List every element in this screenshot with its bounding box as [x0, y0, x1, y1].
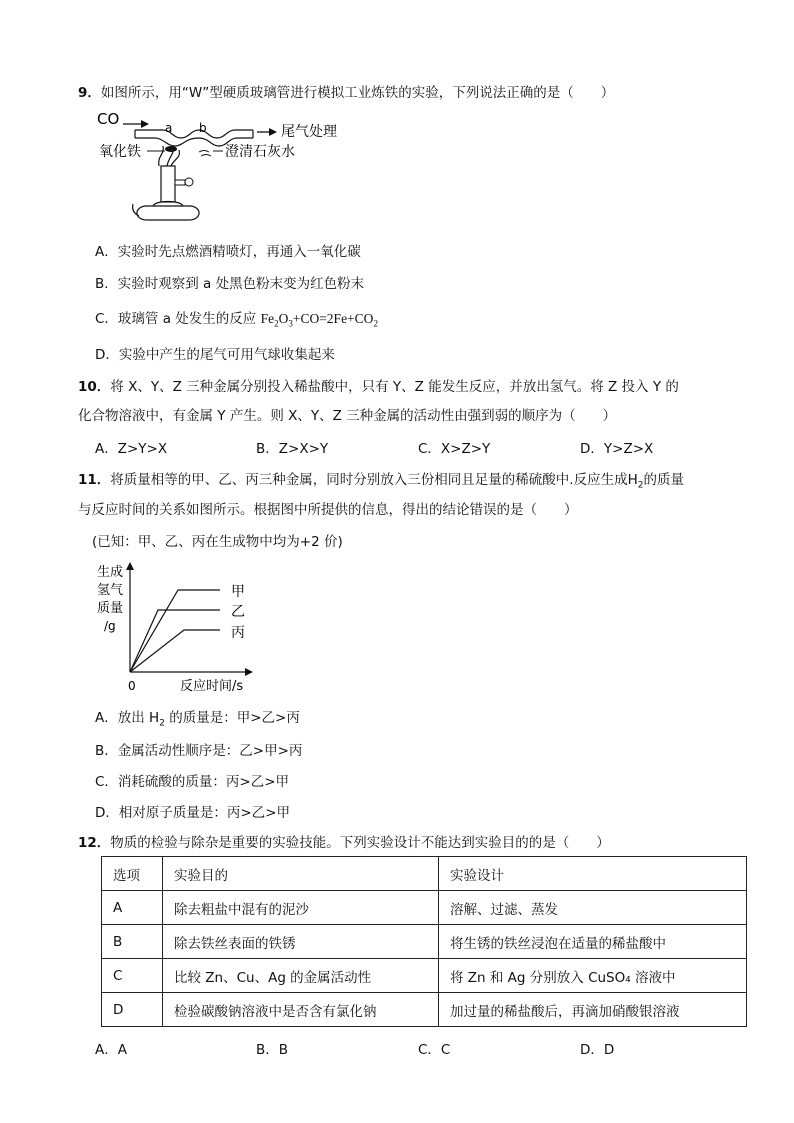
point-a-label: a	[165, 121, 173, 135]
hydrogen-mass-time-chart	[92, 560, 262, 695]
table-cell: 将 Zn 和 Ag 分别放入 CuSO₄ 溶液中	[439, 959, 747, 993]
q12-option-a[interactable]: A．A	[95, 1042, 127, 1058]
q9-option-c[interactable]	[95, 307, 378, 329]
table-cell: D	[102, 993, 163, 1027]
point-b-label: b	[199, 121, 207, 135]
q9-option-c-formula: $Fe_2O_3+CO=2Fe+CO_2$	[260, 311, 378, 329]
q9-option-d[interactable]: D．实验中产生的尾气可用气球收集起来	[95, 347, 335, 363]
alcohol-blowtorch	[161, 166, 175, 202]
series-label-jia: 甲	[231, 584, 245, 600]
q10-stem-line2: 化合物溶液中，有金属 Y 产生。则 X、Y、Z 三种金属的活动性由强到弱的顺序为（ ）	[78, 408, 617, 424]
w-tube-apparatus-figure	[95, 108, 355, 230]
table-row	[102, 925, 747, 959]
table-header-cell: 实验目的	[163, 857, 439, 891]
q11-option-a[interactable]: A．放出 $H_2$ 的质量是：甲>乙>丙	[95, 710, 300, 729]
q10-option-d[interactable]: D．Y>Z>X	[580, 441, 654, 457]
q10-stem-line1	[78, 375, 679, 395]
q11-number: 11．	[78, 472, 111, 488]
q10-option-a[interactable]: A．Z>Y>X	[95, 441, 168, 457]
q12-stem: 12．物质的检验与除杂是重要的实验技能。下列实验设计不能达到实验目的的是（ ）	[78, 835, 610, 851]
table-header-row	[102, 857, 747, 891]
q9-stem-text: 如图所示，用“W”型硬质玻璃管进行模拟工业炼铁的实验，下列说法正确的是（ ）	[100, 85, 615, 101]
series-line-jia	[130, 590, 220, 672]
q12-number: 12．	[78, 835, 111, 851]
table-cell: 加过量的稀盐酸后，再滴加硝酸银溶液	[439, 993, 747, 1027]
table-header-cell: 选项	[102, 857, 163, 891]
table-cell: 检验碳酸钠溶液中是否含有氯化钠	[163, 993, 439, 1027]
q11-option-c[interactable]: C．消耗硫酸的质量：丙>乙>甲	[95, 774, 290, 790]
table-row	[102, 993, 747, 1027]
q12-option-c[interactable]: C．C	[418, 1042, 451, 1058]
q10-stem-text-1: 将 X、Y、Z 三种金属分别投入稀盐酸中，只有 Y、Z 能发生反应，并放出氢气。将 Z 投入 Y 的	[110, 379, 679, 395]
table-cell: 除去铁丝表面的铁锈	[163, 925, 439, 959]
q9-stem	[78, 81, 614, 101]
q12-option-d[interactable]: D．D	[580, 1042, 615, 1058]
q9-option-a[interactable]: A．实验时先点燃酒精喷灯，再通入一氧化碳	[95, 244, 361, 260]
table-cell: 比较 Zn、Cu、Ag 的金属活动性	[163, 959, 439, 993]
q10-number: 10．	[78, 379, 111, 395]
limewater-label: 澄清石灰水	[225, 144, 295, 160]
q10-option-c[interactable]: C．X>Z>Y	[418, 441, 491, 457]
q12-option-b[interactable]: B．B	[256, 1042, 289, 1058]
table-cell: B	[102, 925, 163, 959]
q10-option-b[interactable]: B．Z>X>Y	[256, 441, 329, 457]
co-label: CO	[97, 110, 120, 128]
chart-xlabel: 反应时间/s	[180, 679, 244, 694]
q9-option-c-text: C．玻璃管 a 处发生的反应	[95, 311, 261, 327]
table-cell: C	[102, 959, 163, 993]
table-row	[102, 891, 747, 925]
q11-stem-line2: 与反应时间的关系如图所示。根据图中所提供的信息，得出的结论错误的是（ ）	[78, 502, 578, 518]
chart-origin-label: 0	[128, 679, 136, 693]
series-line-bing	[130, 630, 220, 672]
tail-gas-label: 尾气处理	[281, 124, 337, 140]
table-row	[102, 959, 747, 993]
iron-oxide-label: 氧化铁	[99, 144, 141, 160]
series-label-bing: 丙	[231, 625, 245, 641]
table-header-cell: 实验设计	[439, 857, 747, 891]
chart-ylabel-line2: 氢气	[97, 583, 124, 598]
table-cell: 除去粗盐中混有的泥沙	[163, 891, 439, 925]
q9-option-b[interactable]: B．实验时观察到 a 处黑色粉末变为红色粉末	[95, 276, 365, 292]
chart-ylabel-unit: /g	[104, 619, 116, 633]
q11-note: (已知：甲、乙、丙在生成物中均为+2 价)	[92, 534, 343, 550]
q9-number: 9．	[78, 85, 101, 101]
chart-ylabel-line3: 质量	[97, 601, 124, 616]
q11-option-b[interactable]: B．金属活动性顺序是：乙>甲>丙	[95, 743, 303, 759]
series-label-yi: 乙	[231, 604, 245, 620]
table-cell: 将生锈的铁丝浸泡在适量的稀盐酸中	[439, 925, 747, 959]
iron-oxide-powder	[165, 146, 177, 152]
q11-stem-line1: 11．将质量相等的甲、乙、丙三种金属，同时分别放入三份相同且足量的稀硫酸中.反应生成$H_2$的质量	[78, 472, 684, 491]
series-line-yi	[130, 610, 220, 672]
chart-ylabel-line1: 生成	[97, 565, 124, 580]
q11-option-d[interactable]: D．相对原子质量是：丙>乙>甲	[95, 805, 291, 821]
table-cell: 溶解、过滤、蒸发	[439, 891, 747, 925]
table-cell: A	[102, 891, 163, 925]
experiment-table	[101, 856, 747, 1027]
